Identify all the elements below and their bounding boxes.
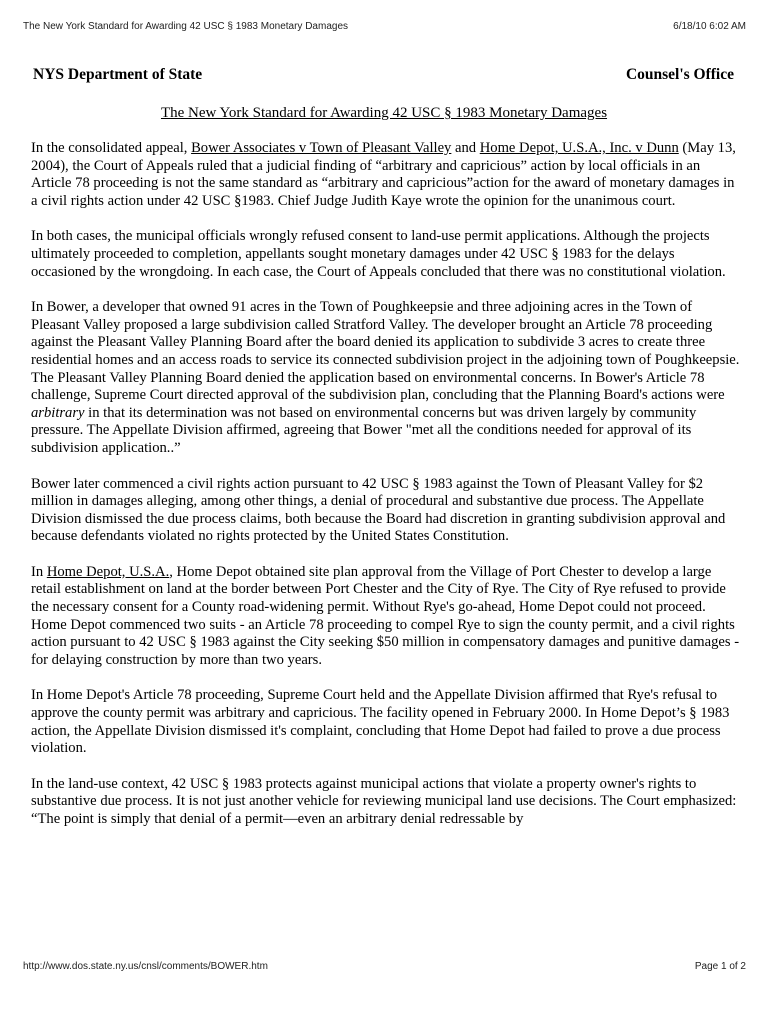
paragraph-6: In Home Depot's Article 78 proceeding, Supreme Court held and the Appellate Division affirmed that Rye's refusal to approve the county permit was arbitrary and capricious. The facility opened in February 2000. In Home Depot’s § 1983 action, the Appellate Division dismissed it's complaint, concluding that Home Depot had failed to prove a due process violation. — [31, 687, 730, 757]
case-citation-home-depot: Home Depot, U.S.A., Inc. v Dunn — [479, 140, 679, 156]
case-reference-home-depot: Home Depot, U.S.A. — [46, 563, 170, 580]
emphasis-arbitrary: arbitrary — [31, 404, 85, 421]
office-name: Counsel's Office — [625, 66, 734, 83]
print-footer — [23, 960, 746, 974]
print-header-datetime: 6/18/10 6:02 AM — [673, 21, 746, 32]
case-citation-bower: Bower Associates v Town of Pleasant Valley — [191, 140, 452, 156]
print-footer-url: http://www.dos.state.ny.us/cnsl/comments/BOWER.htm — [23, 961, 268, 972]
paragraph-2: In both cases, the municipal officials wrongly refused consent to land-use permit applications. Although the projects ultimately proceeded to completion, appellants sought monetary damages under 42 USC § 1983 for the delays occasioned by the wrongdoing. In each case, the Court of Appeals concluded that there was no constitutional violation. — [31, 228, 726, 280]
document-body — [31, 140, 743, 847]
paragraph-5: In Home Depot, U.S.A., Home Depot obtained site plan approval from the Village of Port Chester to develop a large retail establishment on land at the border between Port Chester and the City of Rye. The City of Rye refused to provide the necessary consent for a County road-widening permit. Without Rye's go-ahead, Home Depot could not proceed. Home Depot commenced two suits - an Article 78 proceeding to compel Rye to sign the county permit, and a civil rights action pursuant to 42 USC § 1983 against the City seeking $50 million in compensatory damages and punitive damages - for delaying construction by more than two years. — [31, 563, 740, 668]
document-title: The New York Standard for Awarding 42 USC § 1983 Monetary Damages — [160, 105, 608, 121]
paragraph-1: In the consolidated appeal, Bower Associates v Town of Pleasant Valley and Home Depot, U.S.A., Inc. v Dunn (May 13, 2004), the Court of Appeals ruled that a judicial finding of “arbitrary and capricious” action by local officials in an Article 78 proceeding is not the same standard as “arbitrary and capricious”action for the award of monetary damages in a civil rights action under 42 USC §1983. Chief Judge Judith Kaye wrote the opinion for the unanimous court. — [31, 140, 736, 209]
print-header — [23, 20, 746, 34]
paragraph-4: Bower later commenced a civil rights action pursuant to 42 USC § 1983 against the Town of Pleasant Valley for $2 million in damages alleging, among other things, a denial of procedural and substantive due process. The Appellate Division dismissed the due process claims, both because the Board had discretion in granting subdivision approval and because defendants violated no rights protected by the United States Constitution. — [31, 475, 726, 545]
letterhead — [33, 65, 734, 85]
print-header-title: The New York Standard for Awarding 42 USC § 1983 Monetary Damages — [23, 21, 348, 32]
paragraph-7: In the land-use context, 42 USC § 1983 protects against municipal actions that violate a property owner's rights to substantive due process. It is not just another vehicle for reviewing municipal land use decisions. The Court emphasized: “The point is simply that denial of a permit—even an arbitrary denial redressable by — [31, 775, 737, 827]
paragraph-3: In Bower, a developer that owned 91 acres in the Town of Poughkeepsie and three adjoining acres in the Town of Pleasant Valley proposed a large subdivision called Stratford Valley. The developer brought an Article 78 proceeding against the Pleasant Valley Planning Board after the board denied its application to subdivide 3 acres to create three residential homes and an access roads to service its connected subdivision project in the adjoining town of Poughkeepsie. The Pleasant Valley Planning Board denied the application based on environmental concerns. In Bower's Article 78 challenge, Supreme Court directed approval of the subdivision plan, concluding that the Planning Board's actions were arbitrary in that its determination was not based on environmental concerns but was driven largely by community pressure. The Appellate Division affirmed, agreeing that Bower "met all the conditions needed for approval of its subdivision application..” — [31, 299, 740, 456]
page-indicator: Page 1 of 2 — [694, 961, 746, 972]
department-name: NYS Department of State — [33, 66, 203, 83]
